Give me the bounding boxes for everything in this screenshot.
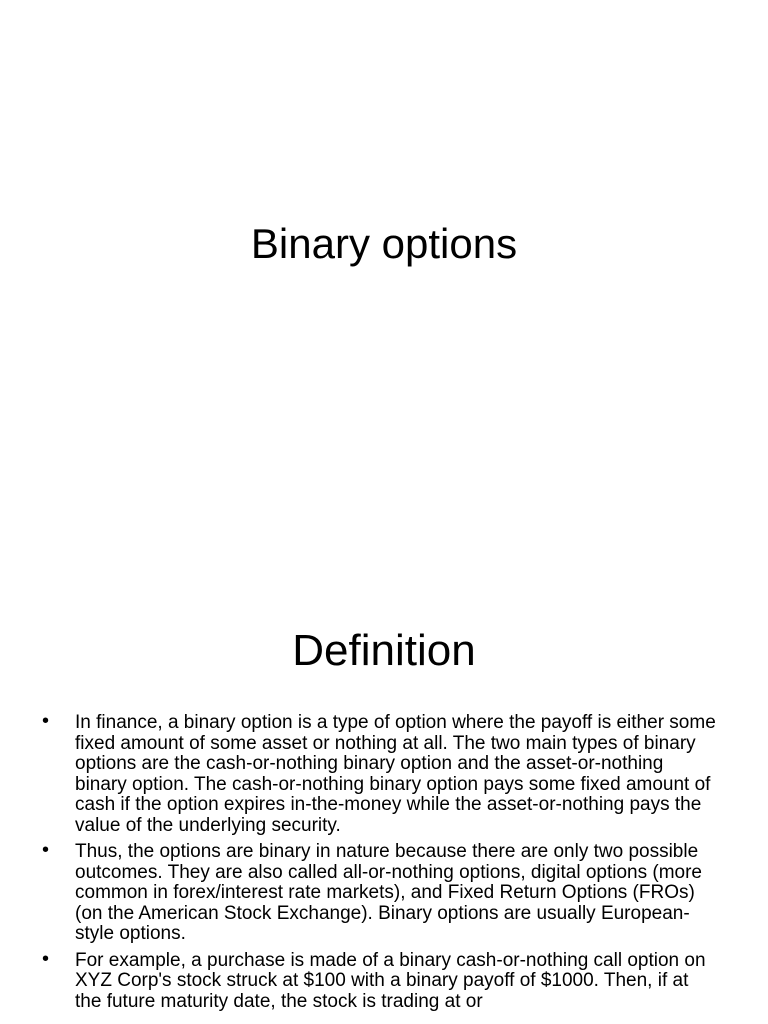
bullet-text: In finance, a binary option is a type of option where the payoff is either some fixed amount of some asset or nothing at all. The two main types of binary options are the cash-or-nothing binary option and the asset-or-nothing binary option. The cash-or-nothing binary option pays some fixed amount of cash if the option expires in-the-money while the asset-or-nothing pays the value of the underlying security. (75, 712, 716, 836)
bullet-item (40, 710, 720, 836)
bullet-item (40, 839, 720, 945)
slide-1-title: Binary options (250, 220, 518, 267)
bullet-item (40, 947, 720, 1013)
bullet-dot-icon: • (42, 839, 50, 861)
slide-2 (0, 576, 768, 1024)
bullet-text: Thus, the options are binary in nature because there are only two possible outcomes. They are also called all-or-nothing options, digital options (more common in forex/interest rate markets), and Fixed Return Options (FROs) (on the American Stock Exchange). Binary options are usually European-style options. (75, 841, 702, 944)
bullet-list (40, 710, 720, 1018)
slide-2-title: Definition (292, 626, 476, 675)
bullet-text: For example, a purchase is made of a binary cash-or-nothing call option on XYZ Corp's stock struck at $100 with a binary payoff of $1000. Then, if at the future maturity date, the stock is trading at or (75, 949, 706, 1012)
bullet-dot-icon: • (42, 947, 50, 970)
bullet-dot-icon: • (42, 710, 50, 732)
